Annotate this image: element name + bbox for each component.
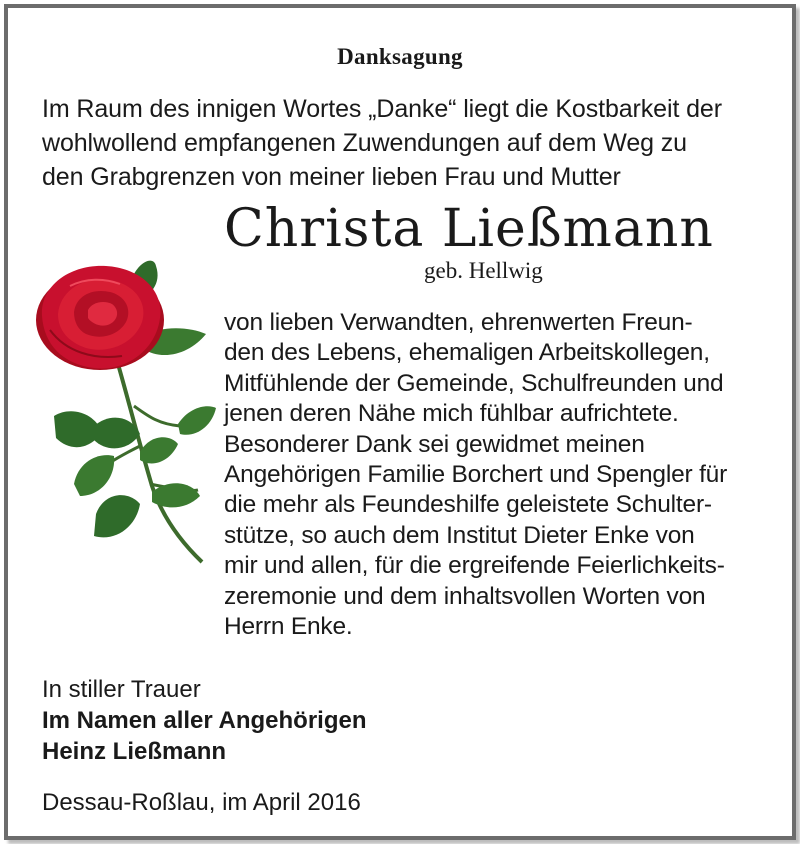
signature-family: Im Namen aller Angehörigen bbox=[42, 707, 367, 734]
body-line: Herrn Enke. bbox=[224, 613, 353, 641]
signature-block bbox=[42, 674, 367, 767]
signature-name: Heinz Ließmann bbox=[42, 738, 227, 765]
notice-frame bbox=[4, 4, 796, 840]
body-line: Besonderer Dank sei gewidmet meinen bbox=[224, 430, 645, 458]
body-line: stütze, so auch dem Institut Dieter Enke von bbox=[224, 521, 695, 549]
intro-text bbox=[42, 92, 782, 194]
notice-heading: Danksagung bbox=[337, 44, 463, 69]
body-line: zeremonie und dem inhaltsvollen Worten von bbox=[224, 582, 706, 610]
signature-intro: In stiller Trauer bbox=[42, 676, 201, 703]
red-rose-icon bbox=[30, 256, 220, 576]
body-line: Angehörigen Familie Borchert und Spengler für bbox=[224, 461, 728, 489]
body-line: von lieben Verwandten, ehrenwerten Freun- bbox=[224, 309, 693, 336]
maiden-name: geb. Hellwig bbox=[424, 258, 543, 283]
body-text bbox=[224, 308, 727, 642]
body-line: Mitfühlende der Gemeinde, Schulfreunden und bbox=[224, 369, 724, 397]
intro-line: Im Raum des innigen Wortes „Danke“ liegt die Kostbarkeit der bbox=[42, 95, 722, 123]
place-date: Dessau-Roßlau, im April 2016 bbox=[42, 789, 361, 816]
intro-line: wohlwollend empfangenen Zuwendungen auf dem Weg zu bbox=[42, 129, 687, 157]
body-line: jenen deren Nähe mich fühlbar aufrichtete. bbox=[224, 400, 679, 428]
deceased-name: Christa Ließmann bbox=[224, 199, 714, 259]
body-line: den des Lebens, ehemaligen Arbeitskollegen, bbox=[224, 339, 710, 367]
intro-line: den Grabgrenzen von meiner lieben Frau und Mutter bbox=[42, 163, 621, 191]
body-line: mir und allen, für die ergreifende Feierlichkeits- bbox=[224, 552, 725, 580]
body-line: die mehr als Feundeshilfe geleistete Schulter- bbox=[224, 491, 712, 519]
